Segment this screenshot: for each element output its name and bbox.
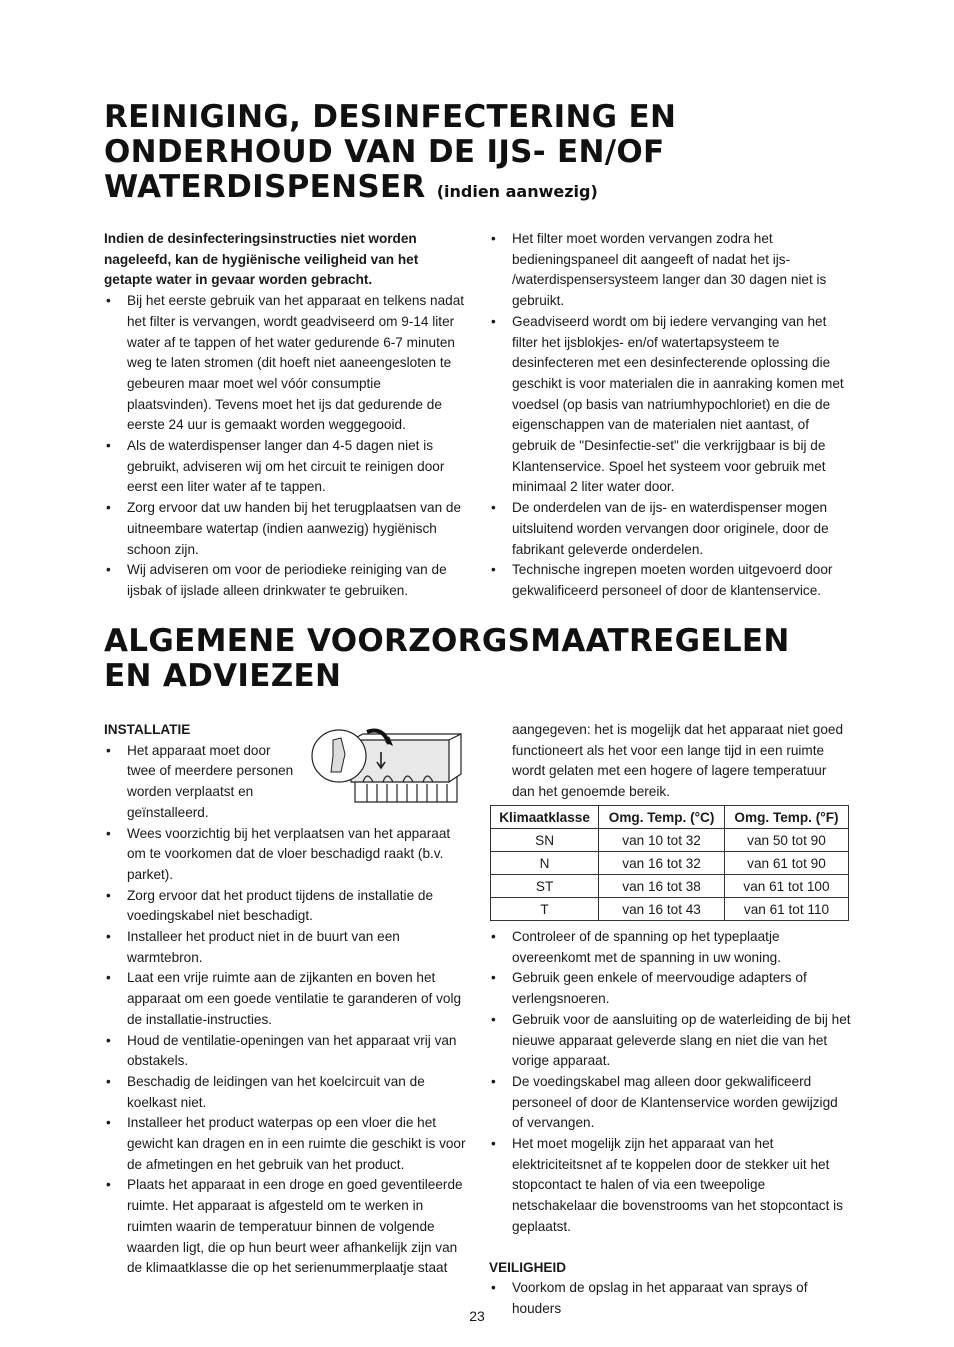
list-item: • Installeer het product niet in de buurt van een warmtebron.	[104, 927, 466, 968]
list-item: • Houd de ventilatie-openingen van het apparaat vrij van obstakels.	[104, 1031, 466, 1072]
list-item: • Wees voorzichtig bij het verplaatsen van het apparaat om te voorkomen dat de vloer beschadigd raakt (b.v. parket).	[104, 824, 466, 886]
installatie-heading: INSTALLATIE	[104, 722, 191, 737]
table-cell: van 16 tot 38	[599, 875, 725, 898]
table-cell: van 61 tot 110	[724, 898, 848, 921]
table-row	[491, 898, 849, 921]
klimaatklasse-table	[490, 805, 849, 921]
list-item: • Wij adviseren om voor de periodieke reiniging van de ijsbak of ijslade alleen drinkwater te gebruiken.	[104, 560, 466, 601]
list-item: • Zorg ervoor dat het product tijdens de installatie de voedingskabel niet beschadigt.	[104, 886, 466, 927]
table-row	[491, 875, 849, 898]
list-item: • Beschadig de leidingen van het koelcircuit van de koelkast niet.	[104, 1072, 466, 1113]
section1-right-column	[489, 229, 851, 602]
table-cell: N	[491, 852, 599, 875]
list-item: • Zorg ervoor dat uw handen bij het terugplaatsen van de uitneembare watertap (indien aanwezig) hygiënisch schoon zijn.	[104, 498, 466, 560]
list-item: • Geadviseerd wordt om bij iedere vervanging van het filter het ijsblokjes- en/of watertapsysteem te desinfecteren met een desinfecterende oplossing die geschikt is voor materialen die in aanraking komen met voedsel (op basis van natriumhypochloriet) en die de eigenschappen van de materialen niet aantast, of gebruik de "Desinfectie-set" die verkrijgbaar is bij de Klantenservice. Spoel het systeem voor gebruik met minimaal 2 liter water door.	[489, 312, 851, 498]
table-cell: van 10 tot 32	[599, 829, 725, 852]
page-number: 23	[469, 1308, 485, 1324]
section2-title-line1: ALGEMENE VOORZORGSMAATREGELEN	[104, 623, 790, 659]
list-item: • Gebruik voor de aansluiting op de waterleiding de bij het nieuwe apparaat geleverde slang en niet die van het vorige apparaat.	[489, 1010, 851, 1072]
installatie-list	[104, 741, 466, 1279]
section1-title-suffix: (indien aanwezig)	[436, 182, 598, 201]
section2-title	[104, 624, 790, 694]
list-item: • De onderdelen van de ijs- en waterdispenser mogen uitsluitend worden vervangen door originele, door de fabrikant geleverde onderdelen.	[489, 498, 851, 560]
list-item: • Voorkom de opslag in het apparaat van sprays of houders	[489, 1278, 851, 1319]
list-item: • De voedingskabel mag alleen door gekwalificeerd personeel of door de Klantenservice worden gewijzigd of vervangen.	[489, 1072, 851, 1134]
section1-title-line2: ONDERHOUD VAN DE IJS- EN/OF	[104, 134, 665, 170]
section2-title-line2: EN ADVIEZEN	[104, 658, 342, 694]
table-header: Omg. Temp. (°F)	[724, 806, 848, 829]
list-item: • Installeer het product waterpas op een vloer die het gewicht kan dragen en in een ruimte die geschikt is voor de afmetingen en het gebruik van het product.	[104, 1113, 466, 1175]
list-item: • Controleer of de spanning op het typeplaatje overeenkomt met de spanning in uw woning.	[489, 927, 851, 968]
section1-title-line3: WATERDISPENSER	[104, 169, 426, 205]
table-cell: SN	[491, 829, 599, 852]
table-header: Omg. Temp. (°C)	[599, 806, 725, 829]
table-cell: van 50 tot 90	[724, 829, 848, 852]
section1-left-column	[104, 229, 466, 602]
table-cell: van 61 tot 100	[724, 875, 848, 898]
section2-right-lower	[489, 927, 851, 1320]
list-item: • Bij het eerste gebruik van het apparaat en telkens nadat het filter is vervangen, wordt geadviseerd om 9-14 liter water af te tappen of het water gedurende 6-7 minuten weg te laten stromen (dit hoeft niet aaneengesloten te gebeuren maar moet wel vóór consumptie plaatsvinden). Tevens moet het ijs dat gedurende de eerste 24 uur is gemaakt worden weggegooid.	[104, 291, 466, 436]
list-item: • Het filter moet worden vervangen zodra het bedieningspaneel dit aangeeft of nadat het ijs- /waterdispensersysteem langer dan 30 dagen niet is gebruikt.	[489, 229, 851, 312]
installatie-continuation: aangegeven: het is mogelijk dat het apparaat niet goed functioneert als het voor een lange tijd in een ruimte wordt gelaten met een hogere of lagere temperatuur dan het genoemde bereik.	[512, 722, 844, 800]
lifting-illustration-svg	[311, 726, 463, 806]
list-item: • Het moet mogelijk zijn het apparaat van het elektriciteitsnet af te koppelen door de stekker uit het stopcontact te halen of via een tweepolige netschakelaar die bovenstrooms van het stopcontact is geplaatst.	[489, 1134, 851, 1238]
veiligheid-heading: VEILIGHEID	[489, 1259, 567, 1275]
section1-intro: Indien de desinfecteringsinstructies niet worden nageleefd, kan de hygiënische veiligheid van het getapte water in gevaar worden gebracht.	[104, 231, 419, 288]
section1-right-list	[489, 229, 851, 602]
table-header: Klimaatklasse	[491, 806, 599, 829]
table-cell: T	[491, 898, 599, 921]
section1-left-list	[104, 291, 466, 602]
table-row	[491, 852, 849, 875]
table-header-row	[491, 806, 849, 829]
lifting-illustration	[311, 726, 463, 806]
table-cell: van 16 tot 32	[599, 852, 725, 875]
electrical-list	[489, 927, 851, 1238]
section2-right-column	[489, 720, 851, 803]
table-cell: van 61 tot 90	[724, 852, 848, 875]
list-item: • Het apparaat moet door twee of meerdere personen worden verplaatst en geïnstalleerd.	[104, 741, 302, 824]
table-cell: ST	[491, 875, 599, 898]
section1-title	[104, 100, 676, 209]
list-item: • Gebruik geen enkele of meervoudige adapters of verlengsnoeren.	[489, 968, 851, 1009]
list-item: • Laat een vrije ruimte aan de zijkanten en boven het apparaat om een goede ventilatie te garanderen of volg de installatie-instructies.	[104, 968, 466, 1030]
table-cell: van 16 tot 43	[599, 898, 725, 921]
table-row	[491, 829, 849, 852]
list-item: • Als de waterdispenser langer dan 4-5 dagen niet is gebruikt, adviseren wij om het circuit te reinigen door eerst een liter water af te tappen.	[104, 436, 466, 498]
list-item: • Technische ingrepen moeten worden uitgevoerd door gekwalificeerd personeel of door de klantenservice.	[489, 560, 851, 601]
list-item: • Plaats het apparaat in een droge en goed geventileerde ruimte. Het apparaat is afgesteld om te werken in ruimten waarin de temperatuur binnen de volgende waarden ligt, die op hun beurt weer afhankelijk zijn van de klimaatklasse die op het serienummerplaatje staat	[104, 1175, 466, 1279]
section1-title-line1: REINIGING, DESINFECTERING EN	[104, 99, 677, 135]
